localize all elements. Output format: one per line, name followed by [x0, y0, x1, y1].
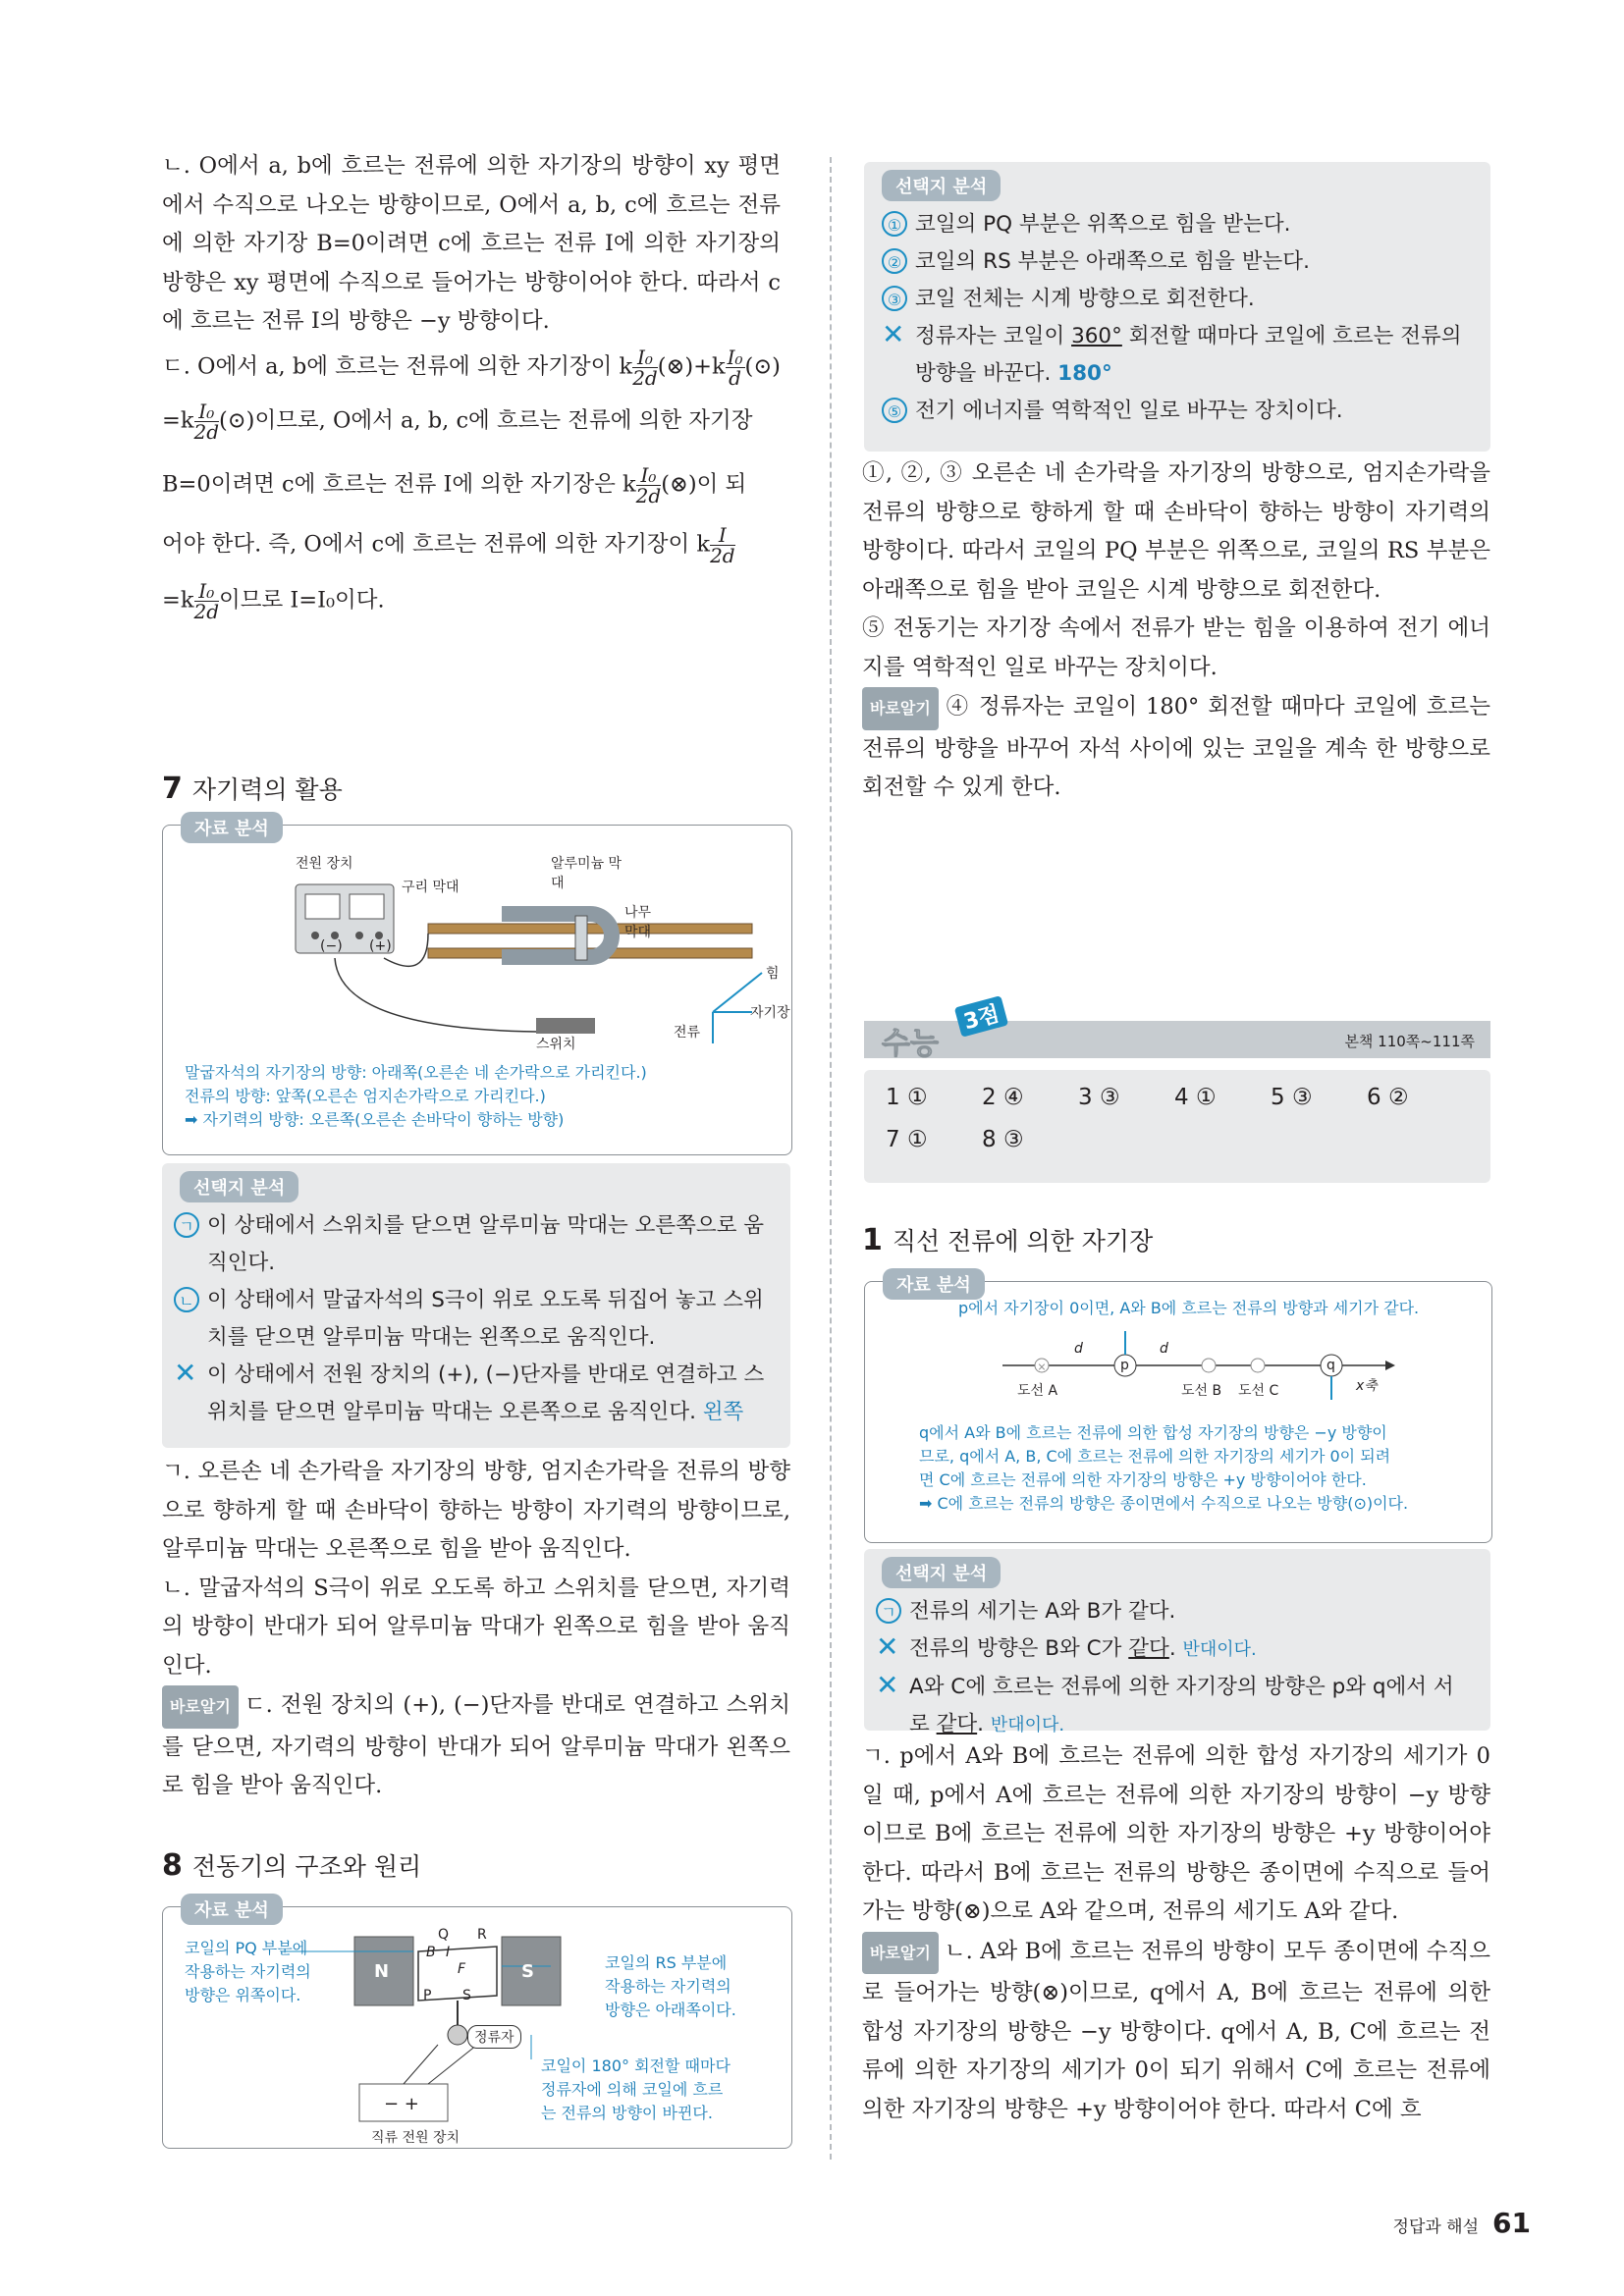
denominator: 2d	[635, 483, 662, 507]
text: (⊙)	[219, 407, 255, 433]
choice-text: 이 상태에서 말굽자석의 S극이 위로 오도록 뒤집어 놓고 스위치를 닫으면 알루미늄 막대는 왼쪽으로 움직인다.	[207, 1288, 764, 1350]
choices	[174, 1207, 768, 1431]
numerator: I₀	[632, 347, 658, 368]
correction-tag: 바로알기	[862, 1932, 939, 1975]
text: 전류의 방향은 B와 C가	[909, 1636, 1129, 1661]
suneung-label: 수능	[882, 1027, 939, 1061]
label-r: R	[477, 1927, 487, 1943]
note-line: 므로, q에서 A, B, C에 흐르는 전류에 의한 자기장의 세기가 0이 되려	[919, 1447, 1391, 1466]
note-line: 작용하는 자기력의	[605, 1977, 731, 1996]
answer-item: 8 ③	[982, 1127, 1024, 1152]
note-line: 는 전류의 방향이 바뀐다.	[541, 2104, 713, 2122]
section-1-title	[862, 1222, 1153, 1257]
label-f: F	[458, 1961, 466, 1977]
wire-c	[1251, 1359, 1265, 1372]
note-rs	[605, 1951, 736, 2022]
choice-analysis-tag: 선택지 분석	[882, 1557, 1001, 1588]
wrong-mark-icon: ✕	[876, 1669, 899, 1701]
wrong-mark-icon: ✕	[174, 1357, 197, 1389]
section-title-text: 자기력의 활용	[191, 775, 343, 804]
explanation-paragraph: ㄱ. p에서 A와 B에 흐르는 전류에 의한 합성 자기장의 세기가 0일 때, p에서 A에 흐르는 전류에 의한 자기장의 방향이 −y 방향이므로 B에 흐르는 전류에 의한 자기장의 방향은 +y 방향이어야 한다. 따라서 B에 흐르는 전류의 방향은 종이면에 수직으로 들어가는 방향(⊗)으로 A와 같으며, 전류의 세기도 A와 같다.	[862, 1743, 1490, 1924]
denominator: 2d	[193, 419, 220, 444]
fraction	[194, 401, 220, 442]
explanation-paragraph: ①, ②, ③ 오른손 네 손가락을 자기장의 방향으로, 엄지손가락을 전류의 방향으로 향하게 할 때 손바닥이 향하는 방향이 자기력의 방향이다. 따라서 코일의 PQ 부분은 위쪽으로, 코일의 RS 부분은 아래쪽으로 힘을 받아 코일은 시계 방향으로 회전한다.	[862, 460, 1490, 603]
explanation-paragraph	[862, 1932, 1490, 2130]
horseshoe-magnet	[502, 914, 612, 957]
text: 회전할 때마다 코일에 흐르는 전류의 방향을 바꾼다.	[915, 324, 1462, 386]
choice-analysis-tag: 선택지 분석	[882, 170, 1001, 201]
correct-mark: ㄱ	[174, 1212, 199, 1238]
aluminum-rod	[575, 916, 587, 960]
choices	[876, 1593, 1470, 1744]
text: ④ 정류자는 코일이 180° 회전할 때마다 코일에 흐르는 전류의 방향을 바꾸어 자석 사이에 있는 코일을 계속 한 방향으로 회전할 수 있게 한다.	[862, 694, 1490, 800]
left-column	[162, 147, 781, 621]
label-plus: (+)	[369, 938, 392, 954]
answer-item: 1 ①	[886, 1085, 928, 1110]
wrong-mark-icon: ✕	[876, 1630, 899, 1663]
label-b: B	[426, 1945, 436, 1960]
fraction	[726, 347, 745, 388]
text: 어야 한다. 즉, O에서 c에 흐르는 전류에 의한 자기장이 k	[162, 531, 711, 557]
section-number: 8	[162, 1848, 183, 1883]
data-analysis-tag: 자료 분석	[883, 1268, 985, 1300]
label-copper-rod: 구리 막대	[402, 880, 460, 895]
choice-analysis-box-7	[162, 1163, 790, 1448]
denominator: 2d	[632, 365, 658, 390]
choice-item	[882, 318, 1471, 393]
choice-item	[174, 1282, 768, 1357]
explanation-8	[862, 454, 1490, 808]
denominator: d	[729, 365, 741, 390]
label-q: Q	[438, 1927, 450, 1943]
choice-analysis-box-1	[864, 1549, 1490, 1736]
note-line: 방향은 아래쪽이다.	[605, 2001, 736, 2019]
choice-analysis-box-8	[864, 162, 1490, 452]
correct-mark: ②	[882, 248, 907, 274]
magnet-experiment-diagram	[163, 826, 791, 1051]
wrong-value: 같다	[1128, 1636, 1169, 1661]
label-p: P	[423, 1988, 432, 2003]
correction-tag: 바로알기	[162, 1685, 239, 1729]
label-d: d	[1160, 1341, 1168, 1357]
choice-item	[882, 206, 1471, 243]
copper-rod	[428, 924, 752, 934]
fraction	[635, 462, 662, 507]
text: 이므로, O에서 a, b, c에 흐르는 전류에 의한 자기장	[254, 407, 753, 433]
text: A와 C에 흐르는 전류에 의한 자기장의 방향은 p와 q에서 서로	[909, 1675, 1454, 1736]
commutator	[448, 2025, 467, 2045]
correct-mark: ㄱ	[876, 1598, 901, 1624]
note-line: 말굽자석의 자기장의 방향: 아래쪽(오른손 네 손가락으로 가리킨다.)	[185, 1063, 647, 1082]
x-axis-arrow	[1385, 1361, 1395, 1370]
correction-note: 반대이다.	[1182, 1639, 1257, 1660]
answer-item: 4 ①	[1174, 1085, 1217, 1110]
diagram-notes-1	[919, 1421, 1408, 1516]
explanation-c	[162, 347, 781, 388]
three-point-badge: 3점	[954, 995, 1008, 1038]
correction-note: 반대이다.	[990, 1715, 1065, 1735]
note-line: 방향은 위쪽이다.	[185, 1986, 301, 2004]
choice-item	[882, 281, 1471, 318]
note-top: p에서 자기장이 0이면, A와 B에 흐르는 전류의 방향과 세기가 같다.	[958, 1299, 1420, 1317]
label-force: 힘	[766, 966, 780, 982]
fraction	[632, 347, 658, 388]
svg-text:×: ×	[1037, 1361, 1047, 1373]
label-q: q	[1326, 1358, 1335, 1373]
text: (⊗)+k	[657, 353, 726, 379]
note-line: q에서 A와 B에 흐르는 전류에 의한 합성 자기장의 방향은 −y 방향이	[919, 1423, 1387, 1442]
text: .	[977, 1712, 984, 1736]
text: .	[1168, 1636, 1176, 1661]
label-terminals: − +	[384, 2094, 419, 2114]
label-wire-c: 도선 C	[1238, 1383, 1279, 1399]
choice-text: 이 상태에서 스위치를 닫으면 알루미늄 막대는 오른쪽으로 움직인다.	[207, 1213, 765, 1275]
explanation-7	[162, 1453, 790, 1806]
section-number: 1	[862, 1223, 883, 1257]
numerator: I₀	[727, 345, 743, 369]
wrong-value: 같다	[936, 1712, 978, 1736]
choice-text: 이 상태에서 전원 장치의 (+), (−)단자를 반대로 연결하고 스위치를 닫으면 알루미늄 막대는 오른쪽으로 움직인다.	[207, 1362, 765, 1424]
explanation-paragraph: ㄱ. 오른손 네 손가락을 자기장의 방향, 엄지손가락을 전류의 방향으로 향하게 할 때 손바닥이 향하는 방향이 자기력의 방향이므로, 알루미늄 막대는 오른쪽으로 힘을 받아 움직인다.	[162, 1459, 790, 1562]
numerator: I₀	[636, 465, 662, 486]
label-commutator: 정류자	[467, 2025, 521, 2049]
wrong-mark-icon: ✕	[882, 318, 905, 350]
numerator: I₀	[194, 401, 220, 422]
note-line: ➡ 자기력의 방향: 오른쪽(오른손 손바닥이 향하는 방향)	[185, 1110, 565, 1129]
label-wire-b: 도선 B	[1181, 1383, 1222, 1399]
section-title-text: 전동기의 구조와 원리	[191, 1852, 422, 1881]
fraction	[710, 522, 735, 567]
text: ㄷ. 전원 장치의 (+), (−)단자를 반대로 연결하고 스위치를 닫으면, 자기력의 방향이 반대가 되어 알루미늄 막대가 왼쪽으로 힘을 받아 움직인다.	[162, 1692, 790, 1798]
note-line: 면 C에 흐르는 전류에 의한 자기장의 방향은 +y 방향이어야 한다.	[919, 1470, 1367, 1489]
note-line: 코일의 RS 부분에	[605, 1953, 728, 1972]
explanation-paragraph	[162, 1685, 790, 1806]
numerator: I	[710, 525, 735, 546]
label-i: I	[446, 1945, 451, 1960]
choice-item	[174, 1207, 768, 1282]
label-x-axis: x축	[1356, 1378, 1378, 1394]
text: 이므로 I=I₀이다.	[219, 587, 385, 613]
explanation-c-line4	[162, 522, 781, 567]
text: ㄷ. O에서 a, b에 흐르는 전류에 의한 자기장이 k	[162, 353, 633, 379]
section-number: 7	[162, 772, 183, 806]
text: =k	[162, 407, 194, 433]
note-line: 코일의 PQ 부분에	[185, 1939, 308, 1957]
choice-text: 전기 에너지를 역학적인 일로 바꾸는 장치이다.	[915, 399, 1343, 423]
label-s: S	[521, 1961, 534, 1982]
answer-item: 7 ①	[886, 1127, 928, 1152]
label-current: 전류	[674, 1025, 701, 1041]
data-analysis-tag: 자료 분석	[181, 1894, 283, 1925]
answer-item: 5 ③	[1271, 1085, 1313, 1110]
choice-text: 코일의 PQ 부분은 위쪽으로 힘을 받는다.	[915, 212, 1291, 237]
label-wire-a: 도선 A	[1017, 1383, 1058, 1399]
data-analysis-box-7	[162, 819, 792, 1155]
choice-item	[882, 393, 1471, 430]
diagram-notes	[185, 1061, 647, 1132]
note-line: 작용하는 자기력의	[185, 1962, 311, 1981]
answer-item: 2 ④	[982, 1085, 1024, 1110]
page-footer	[1393, 2207, 1531, 2239]
label-field: 자기장	[750, 1005, 790, 1021]
note-commutator	[541, 2055, 731, 2125]
answer-item: 3 ③	[1078, 1085, 1120, 1110]
choice-item	[174, 1357, 768, 1431]
explanation-paragraph: ㄴ. 말굽자석의 S극이 위로 오도록 하고 스위치를 닫으면, 자기력의 방향이 반대가 되어 알루미늄 막대가 왼쪽으로 힘을 받아 움직인다.	[162, 1575, 790, 1679]
correct-mark: ㄴ	[174, 1287, 199, 1312]
correction-tag: 바로알기	[862, 687, 939, 730]
explanation-c-line2	[162, 401, 781, 442]
choice-analysis-tag: 선택지 분석	[180, 1171, 298, 1202]
choice-item	[876, 1669, 1470, 1744]
text: =k	[162, 587, 194, 613]
data-analysis-box-8	[162, 1900, 792, 2149]
correct-mark: ①	[882, 211, 907, 237]
choice-text: 전류의 세기는 A와 B가 같다.	[909, 1599, 1176, 1624]
note-line: 정류자에 의해 코일에 흐르	[541, 2080, 724, 2099]
explanation-1	[862, 1737, 1490, 2129]
choice-text: 코일의 RS 부분은 아래쪽으로 힘을 받는다.	[915, 249, 1310, 274]
switch-shape	[536, 1018, 595, 1034]
label-switch: 스위치	[536, 1037, 576, 1052]
note-line: 전류의 방향: 앞쪽(오른손 엄지손가락으로 가리킨다.)	[185, 1087, 546, 1105]
answer-row-1	[886, 1085, 1463, 1110]
choices	[882, 206, 1471, 430]
choice-item	[882, 243, 1471, 281]
label-n: N	[374, 1961, 390, 1982]
numerator: I₀	[194, 581, 220, 602]
label-power-supply: 전원 장치	[296, 856, 353, 872]
footer-label: 정답과 해설	[1392, 2217, 1480, 2237]
column-separator	[830, 157, 832, 2160]
explanation-b: ㄴ. O에서 a, b에 흐르는 전류에 의한 자기장의 방향이 xy 평면에서 수직으로 나오는 방향이므로, O에서 a, b, c에 흐르는 전류에 의한 자기장 B=0이려면 c에 흐르는 전류 I에 의한 자기장의 방향은 xy 평면에 수직으로 들어가는 방향이어야 한다. 따라서 c에 흐르는 전류 I의 방향은 −y 방향이다.	[162, 153, 781, 334]
correct-mark: ③	[882, 286, 907, 311]
label-s-point: S	[462, 1988, 471, 2003]
suneung-header	[864, 1001, 1490, 1061]
text: (⊙)	[744, 353, 781, 379]
correct-mark: ⑤	[882, 398, 907, 423]
explanation-paragraph	[862, 687, 1490, 808]
wire-b	[1202, 1359, 1216, 1372]
answer-row-2	[886, 1127, 1078, 1152]
section-7-title	[162, 771, 343, 806]
answer-key-box	[864, 1070, 1490, 1183]
text: 정류자는 코일이	[915, 324, 1072, 348]
note-line: ➡ C에 흐르는 전류의 방향은 종이면에서 수직으로 나오는 방향(⊙)이다.	[919, 1494, 1409, 1513]
explanation-c-line3	[162, 462, 781, 507]
denominator: 2d	[710, 543, 735, 567]
label-aluminum-rod: 알루미늄 막대	[551, 856, 623, 891]
choice-item	[876, 1593, 1470, 1630]
book-page-reference: 본책 110쪽~111쪽	[1344, 1033, 1475, 1050]
section-title-text: 직선 전류에 의한 자기장	[892, 1227, 1154, 1255]
correction-note: 왼쪽	[702, 1400, 744, 1424]
explanation-c-line5	[162, 578, 781, 623]
choice-item	[876, 1630, 1470, 1669]
text: (⊗)이 되	[661, 471, 747, 497]
correction-note: 180°	[1057, 361, 1112, 386]
note-line: 코일이 180° 회전할 때마다	[541, 2056, 731, 2075]
explanation-paragraph: ⑤ 전동기는 자기장 속에서 전류가 받는 힘을 이용하여 전기 에너지를 역학적인 일로 바꾸는 장치이다.	[862, 615, 1490, 680]
choice-text: 코일 전체는 시계 방향으로 회전한다.	[915, 287, 1255, 311]
section-8-title	[162, 1847, 421, 1883]
page-number: 61	[1492, 2207, 1531, 2239]
text: ㄴ. A와 B에 흐르는 전류의 방향이 모두 종이면에 수직으로 들어가는 방향(⊗)이므로, q에서 A, B에 흐르는 전류에 의한 합성 자기장의 방향은 −y 방향이다. q에서 A, B, C에 흐르는 전류에 의한 자기장의 세기가 0이 되기 위해서 C에 흐르는 전류에 의한 자기장의 방향은 +y 방향이어야 한다. 따라서 C에 흐	[862, 1938, 1490, 2122]
note-pq	[185, 1937, 311, 2007]
answer-item: 6 ②	[1367, 1085, 1409, 1110]
denominator: 2d	[193, 599, 220, 623]
data-analysis-tag: 자료 분석	[181, 812, 283, 843]
label-d: d	[1074, 1341, 1083, 1357]
label-wood-rod: 나무 막대	[624, 905, 652, 940]
data-analysis-box-1	[864, 1275, 1492, 1543]
text: B=0이려면 c에 흐르는 전류 I에 의한 자기장은 k	[162, 471, 636, 497]
wrong-value: 360°	[1071, 324, 1122, 348]
label-minus: (−)	[320, 938, 343, 954]
label-dc-supply: 직류 전원 장치	[371, 2130, 460, 2146]
label-p: p	[1120, 1358, 1129, 1373]
fraction	[193, 578, 220, 623]
